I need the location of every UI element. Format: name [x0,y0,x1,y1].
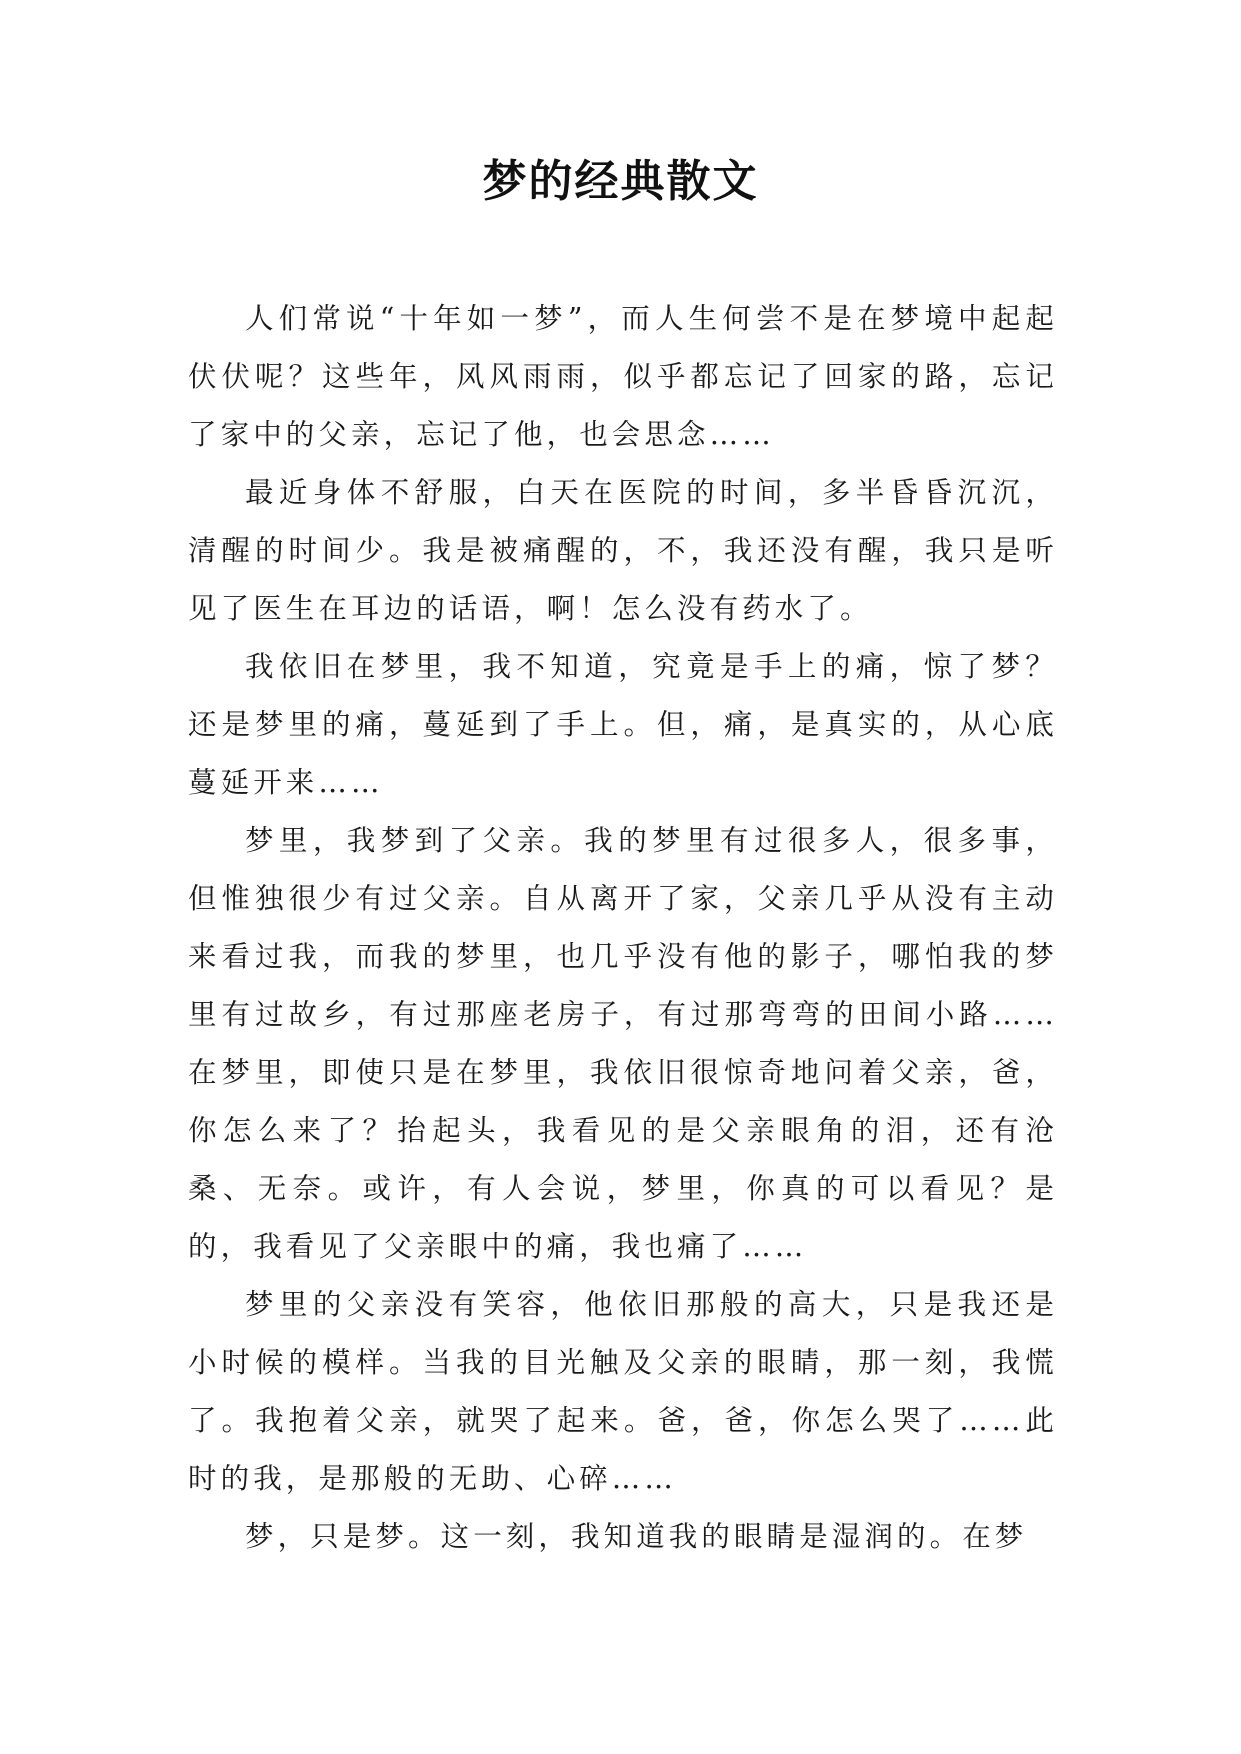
paragraph-5: 梦里的父亲没有笑容，他依旧那般的高大，只是我还是小时候的模样。当我的目光触及父亲的眼睛，那一刻，我慌了。我抱着父亲，就哭了起来。爸，爸，你怎么哭了……此时的我，是那般的无助、心碎…… [188,1288,1058,1495]
document-title: 梦的经典散文 [482,156,759,207]
paragraph-1: 人们常说“十年如一梦”，而人生何尝不是在梦境中起起伏伏呢？这些年，风风雨雨，似乎都忘记了回家的路，忘记了家中的父亲，忘记了他，也会思念…… [188,302,1058,451]
paragraph-3: 我依旧在梦里，我不知道，究竟是手上的痛，惊了梦？还是梦里的痛，蔓延到了手上。但，痛，是真实的，从心底蔓延开来…… [188,650,1058,799]
paragraph-2: 最近身体不舒服，白天在医院的时间，多半昏昏沉沉，清醒的时间少。我是被痛醒的，不，我还没有醒，我只是听见了医生在耳边的话语，啊！怎么没有药水了。 [188,476,1058,625]
paragraph-6: 梦，只是梦。这一刻，我知道我的眼睛是湿润的。在梦 [245,1520,1028,1553]
paragraph-4: 梦里，我梦到了父亲。我的梦里有过很多人，很多事，但惟独很少有过父亲。自从离开了家，父亲几乎从没有主动来看过我，而我的梦里，也几乎没有他的影子，哪怕我的梦里有过故乡，有过那座老房子，有过那弯弯的田间小路……在梦里，即使只是在梦里，我依旧很惊奇地问着父亲，爸，你怎么来了？抬起头，我看见的是父亲眼角的泪，还有沧桑、无奈。或许，有人会说，梦里，你真的可以看见？是的，我看见了父亲眼中的痛，我也痛了…… [188,824,1058,1263]
document-body [188,290,1058,1566]
